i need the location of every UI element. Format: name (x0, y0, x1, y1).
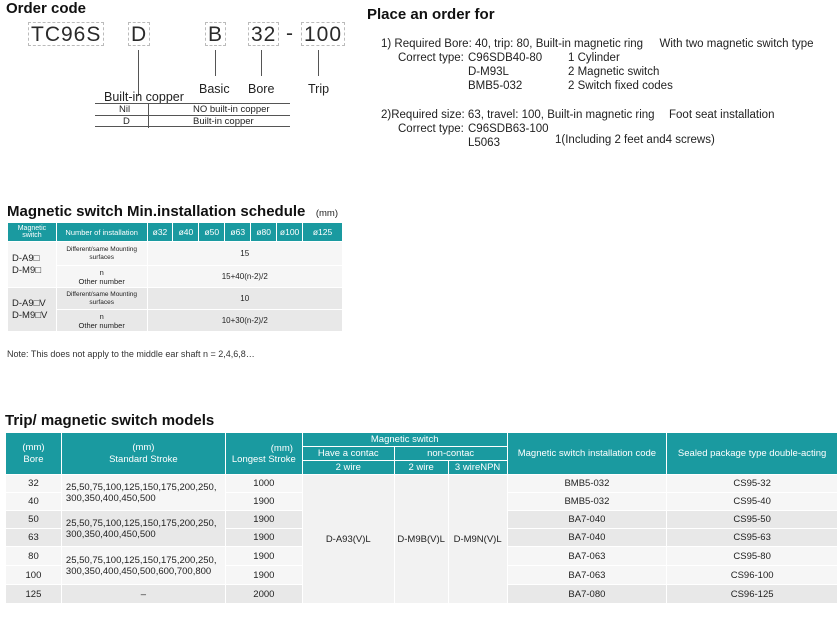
row-value: 15+40(n-2)/2 (147, 266, 342, 288)
example-1-desc: 1 Cylinder (568, 52, 620, 64)
row-label: Different/same Mounting surfaces (56, 242, 147, 266)
code-magnet: D (128, 22, 150, 46)
code-basic: B (205, 22, 226, 46)
copper-desc: NO built-in copper (193, 104, 270, 115)
code-dash: - (286, 22, 293, 45)
header-standard-stroke: (mm) Standard Stroke (61, 433, 225, 475)
example-2-correct-label: Correct type: (398, 123, 464, 135)
example-1-code: BMB5-032 (468, 80, 523, 92)
row-value: 10 (147, 288, 342, 310)
table-row: 63 1900 BA7-040 CS95-63 (6, 529, 838, 547)
example-2-extra: Foot seat installation (669, 109, 775, 121)
header-cell: ø32 (147, 223, 173, 242)
label-basic: Basic (199, 82, 230, 96)
copper-code: D (123, 116, 130, 127)
header-have-contact: Have a contac (302, 447, 394, 461)
stroke-cell: 25,50,75,100,125,150,175,200,250, 300,350,400,450,500 (61, 475, 225, 511)
header-longest-stroke: (mm) Longest Stroke (225, 433, 302, 475)
table-row: 50 25,50,75,100,125,150,175,200,250, 300,350,400,450,500 1900 BA7-040 CS95-50 (6, 511, 838, 529)
code-trip: 100 (301, 22, 345, 46)
row-label: Different/same Mounting surfaces (56, 288, 147, 310)
table-row: 80 25,50,75,100,125,150,175,200,250, 300,350,400,450,500,600,700,800 1900 BA7-063 CS95-80 (6, 547, 838, 566)
example-1-desc: 2 Switch fixed codes (568, 80, 673, 92)
order-code-title: Order code (6, 0, 87, 17)
header-cell: Number of installation (56, 223, 147, 242)
min-install-note: Note: This does not apply to the middle ear shaft n = 2,4,6,8… (7, 349, 255, 359)
header-wire: 3 wireNPN (448, 461, 507, 475)
row-label: n Other number (56, 266, 147, 288)
connector-line (318, 50, 319, 76)
trip-models-title: Trip/ magnetic switch models (5, 412, 215, 429)
copper-code: Nil (119, 104, 131, 115)
header-cell: ø50 (199, 223, 225, 242)
label-bore: Bore (248, 82, 275, 96)
example-1-extra: With two magnetic switch type (659, 38, 814, 50)
row-value: 10+30(n-2)/2 (147, 310, 342, 332)
header-wire: 2 wire (302, 461, 394, 475)
example-1-correct-label: Correct type: (398, 52, 464, 64)
min-install-table (7, 222, 343, 332)
example-2-code: C96SDB63-100 (468, 123, 549, 135)
row-label: n Other number (56, 310, 147, 332)
connector-line (261, 50, 262, 76)
example-1-code: C96SDB40-80 (468, 52, 543, 64)
example-2-desc: 1(Including 2 feet and4 screws) (555, 134, 715, 146)
label-built-in-copper: Built-in copper (104, 90, 184, 104)
stroke-cell: 25,50,75,100,125,150,175,200,250, 300,350,400,450,500 (61, 511, 225, 547)
header-non-contact: non-contac (394, 447, 507, 461)
label-trip: Trip (308, 82, 330, 96)
code-bore: 32 (248, 22, 279, 46)
header-sealed: Sealed package type double-acting (667, 433, 838, 475)
switch-a-cell: D-A93(V)L (302, 475, 394, 604)
table-row: 40 1900 BMB5-032 CS95-40 (6, 493, 838, 511)
header-cell: ø100 (277, 223, 303, 242)
example-1-code: D-M93L (468, 66, 509, 78)
table-row: 32 25,50,75,100,125,150,175,200,250, 300,350,400,450,500 1000 D-A93(V)L D-M9B(V)L D-M9N(V)L BMB5-032 CS95-32 (6, 475, 838, 493)
min-install-heading (7, 203, 338, 221)
header-cell: ø40 (173, 223, 199, 242)
table-row: 125 – 2000 BA7-080 CS96-125 (6, 585, 838, 604)
stroke-cell: 25,50,75,100,125,150,175,200,250, 300,350,400,450,500,600,700,800 (61, 547, 225, 585)
header-magnetic-switch: Magnetic switch (302, 433, 507, 447)
header-bore: (mm) Bore (6, 433, 62, 475)
example-2-text: 2)Required size: 63, travel: 100, Built-in magnetic ring (381, 109, 655, 121)
min-install-unit: (mm) (315, 208, 338, 219)
place-order-title: Place an order for (367, 6, 495, 23)
switch-group-2: D-A9□V D-M9□V (8, 288, 57, 332)
table-row: 100 1900 BA7-063 CS96-100 (6, 566, 838, 585)
min-install-title: Magnetic switch Min.installation schedule (7, 203, 306, 220)
copper-desc: Built-in copper (193, 116, 254, 127)
connector-line (215, 50, 216, 76)
row-value: 15 (147, 242, 342, 266)
trip-models-table (5, 432, 838, 604)
header-install-code: Magnetic switch installation code (507, 433, 667, 475)
header-cell: ø125 (303, 223, 343, 242)
example-1-text: 1) Required Bore: 40, trip: 80, Built-in magnetic ring (381, 38, 644, 50)
switch-b-cell: D-M9B(V)L (394, 475, 448, 604)
copper-table (95, 103, 290, 127)
stroke-cell: – (61, 585, 225, 604)
header-cell: ø63 (225, 223, 251, 242)
header-cell: Magnetic switch (8, 223, 57, 242)
code-series: TC96S (28, 22, 104, 46)
example-2-line (381, 109, 774, 121)
example-1-desc: 2 Magnetic switch (568, 66, 660, 78)
header-cell: ø80 (251, 223, 277, 242)
header-wire: 2 wire (394, 461, 448, 475)
example-2-code: L5063 (468, 137, 500, 149)
switch-group-1: D-A9□ D-M9□ (8, 242, 57, 288)
example-1-line (381, 38, 814, 50)
switch-c-cell: D-M9N(V)L (448, 475, 507, 604)
